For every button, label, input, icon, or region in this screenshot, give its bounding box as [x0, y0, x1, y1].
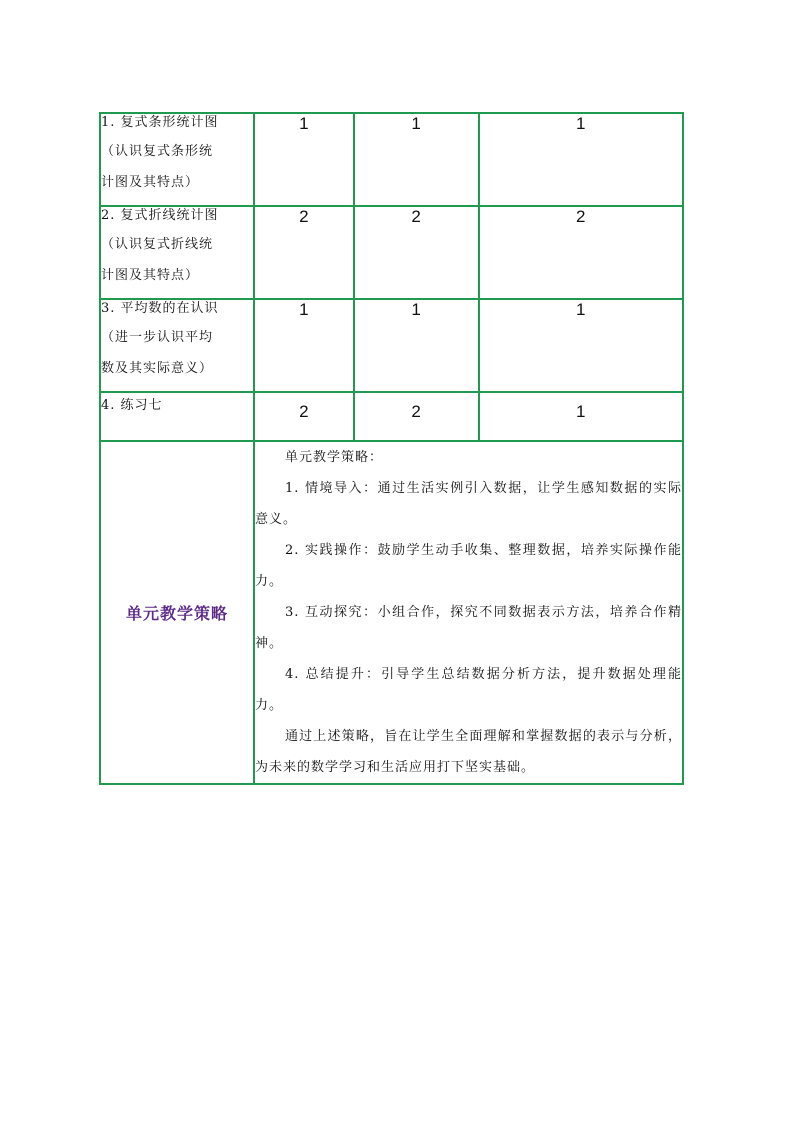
topic-title: 2. 复式折线统计图 [101, 208, 219, 223]
lesson-plan-table [99, 112, 684, 785]
hours-cell: 1 [354, 113, 479, 206]
strategy-label: 单元教学策略 [126, 604, 229, 623]
topic-cell [100, 206, 254, 299]
table-row [100, 206, 683, 299]
hours-cell: 1 [254, 299, 354, 392]
hours-cell: 1 [479, 113, 683, 206]
strategy-conclusion: 通过上述策略，旨在让学生全面理解和掌握数据的表示与分析，为未来的数学学习和生活应用打下坚实基础。 [255, 729, 682, 775]
strategy-content [254, 441, 683, 784]
topic-cell [100, 113, 254, 206]
strategy-item: 1. 情境导入：通过生活实例引入数据，让学生感知数据的实际意义。 [255, 481, 682, 527]
hours-cell: 2 [354, 392, 479, 441]
strategy-item: 3. 互动探究：小组合作，探究不同数据表示方法，培养合作精神。 [255, 605, 682, 651]
hours-cell: 1 [479, 299, 683, 392]
topic-desc: 计图及其特点） [101, 268, 200, 283]
hours-cell: 2 [254, 392, 354, 441]
strategy-label-cell [100, 441, 254, 784]
topic-desc: 数及其实际意义） [101, 361, 214, 376]
hours-cell: 2 [354, 206, 479, 299]
topic-desc: （认识复式条形统 [101, 144, 214, 159]
hours-cell: 2 [254, 206, 354, 299]
hours-cell: 1 [354, 299, 479, 392]
topic-title: 3. 平均数的在认识 [101, 301, 219, 316]
strategy-item: 2. 实践操作：鼓励学生动手收集、整理数据，培养实际操作能力。 [255, 543, 682, 589]
topic-cell [100, 392, 254, 441]
table-row [100, 113, 683, 206]
topic-desc: （认识复式折线统 [101, 237, 214, 252]
topic-cell [100, 299, 254, 392]
topic-desc: 计图及其特点） [101, 175, 200, 190]
topic-title: 4. 练习七 [101, 398, 163, 413]
table-row [100, 392, 683, 441]
hours-cell: 1 [479, 392, 683, 441]
topic-desc: （进一步认识平均 [101, 330, 214, 345]
strategy-heading: 单元教学策略： [284, 450, 383, 465]
strategy-item: 4. 总结提升：引导学生总结数据分析方法，提升数据处理能力。 [255, 667, 682, 713]
topic-title: 1. 复式条形统计图 [101, 115, 219, 130]
strategy-row [100, 441, 683, 784]
hours-cell: 1 [254, 113, 354, 206]
hours-cell: 2 [479, 206, 683, 299]
table-row [100, 299, 683, 392]
